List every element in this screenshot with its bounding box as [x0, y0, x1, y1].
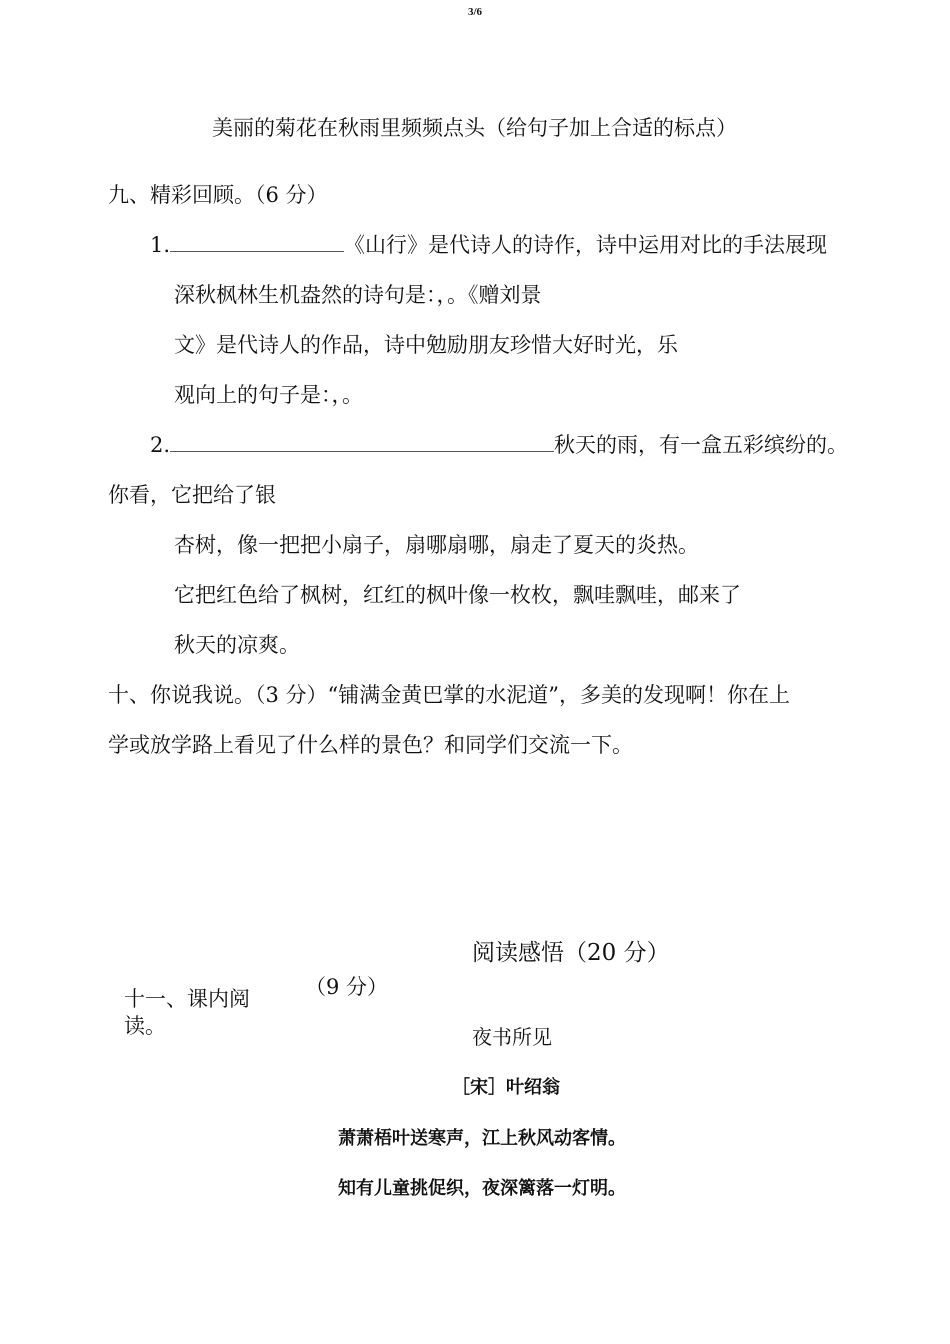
q2-line3: 杏树，像一把把小扇子，扇哪扇哪，扇走了夏天的炎热。 — [174, 533, 699, 557]
poem-title: 夜书所见 — [472, 1025, 552, 1049]
intro-sentence: 美丽的菊花在秋雨里频频点头（给句子加上合适的标点） — [212, 116, 737, 140]
section10-line1: 十、你说我说。（3 分）“铺满金黄巴掌的水泥道”，多美的发现啊！你在上 — [108, 683, 791, 707]
section10-line2: 学或放学路上看见了什么样的景色？和同学们交流一下。 — [108, 733, 633, 757]
q2-text: 秋天的雨，有一盒五彩缤纷的。 — [554, 433, 849, 457]
q1-line2: 深秋枫林生机盎然的诗句是：，。《赠刘景 — [174, 283, 542, 307]
section11-label-line1: 十一、课内阅 — [124, 987, 250, 1011]
q1-line3: 文》是代诗人的作品，诗中勉励朋友珍惜大好时光，乐 — [174, 333, 678, 357]
q2-line5: 秋天的凉爽。 — [174, 633, 300, 657]
section11-label-line2: 读。 — [124, 1014, 166, 1038]
q2-line2: 你看，它把给了银 — [108, 483, 276, 507]
poem-author: ［宋］叶绍翁 — [452, 1077, 560, 1098]
poem-line1: 萧萧梧叶送寒声，江上秋风动客情。 — [338, 1128, 626, 1149]
q2-blank[interactable] — [170, 431, 554, 452]
page-number: 3/6 — [467, 6, 483, 18]
q1-blank[interactable] — [170, 231, 344, 252]
section9-heading: 九、精彩回顾。（6 分） — [108, 183, 328, 207]
q1-text: 《山行》是代诗人的诗作，诗中运用对比的手法展现 — [344, 233, 828, 257]
q1-line4: 观向上的句子是：，。 — [174, 383, 363, 407]
q2-number: 2. — [150, 433, 171, 457]
q1-number: 1. — [150, 233, 171, 257]
q2-line1 — [150, 431, 848, 459]
section11-points: （9 分） — [305, 975, 389, 999]
q1-line1 — [150, 231, 827, 259]
poem-line2: 知有儿童挑促织，夜深篱落一灯明。 — [338, 1178, 626, 1199]
reading-title: 阅读感悟（20 分） — [472, 940, 670, 966]
q2-line4: 它把红色给了枫树，红红的枫叶像一枚枚，飘哇飘哇，邮来了 — [174, 583, 741, 607]
